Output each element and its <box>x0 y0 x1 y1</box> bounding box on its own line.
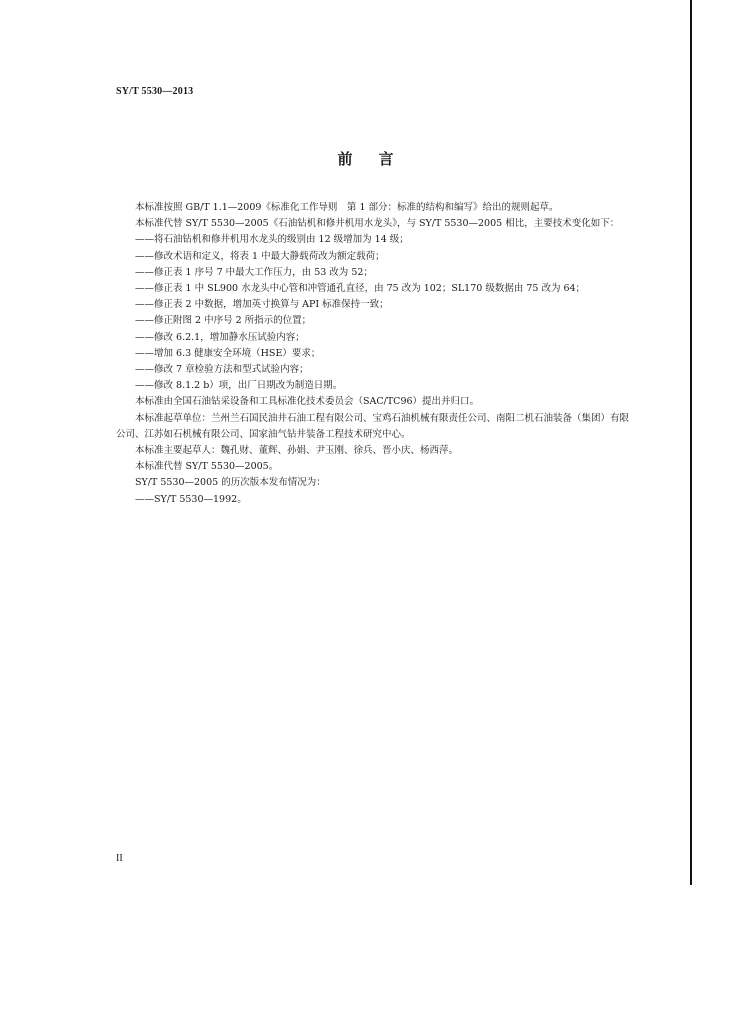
foreword-body <box>116 200 631 508</box>
change-item: ——修正表 1 中 SL900 水龙头中心管和冲管通孔直径，由 75 改为 102；SL170 级数据由 75 改为 64； <box>135 283 586 295</box>
history-item: ——SY/T 5530—1992。 <box>135 493 247 505</box>
change-item: ——修正附图 2 中序号 2 所指示的位置； <box>135 315 312 327</box>
page-number: II <box>116 853 123 864</box>
paragraph-replacement-intro: 本标准代替 SY/T 5530—2005《石油钻机和修井机用水龙头》，与 SY/T 5530—2005 相比，主要技术变化如下： <box>135 218 620 230</box>
change-item: ——将石油钻机和修井机用水龙头的级别由 12 级增加为 14 级； <box>135 234 409 246</box>
paragraph-drafters: 本标准主要起草人：魏孔财、董辉、孙娟、尹玉刚、徐兵、晋小庆、杨西萍。 <box>135 445 459 457</box>
change-item: ——修改术语和定义，将表 1 中最大静载荷改为额定载荷； <box>135 250 385 262</box>
change-item: ——修正表 2 中数据，增加英寸换算与 API 标准保持一致； <box>135 299 389 311</box>
change-item: ——修改 7 章检验方法和型式试验内容； <box>135 364 309 376</box>
paragraph-proposer: 本标准由全国石油钻采设备和工具标准化技术委员会（SAC/TC96）提出并归口。 <box>135 396 480 408</box>
paragraph-supersedes: 本标准代替 SY/T 5530—2005。 <box>135 461 279 473</box>
paragraph-history-intro: SY/T 5530—2005 的历次版本发布情况为： <box>135 477 326 489</box>
paragraph-drafting-rules: 本标准按照 GB/T 1.1—2009《标准化工作导则 第 1 部分：标准的结构和编写》给出的规则起草。 <box>135 202 559 213</box>
page-edge-rule <box>690 0 692 885</box>
page-title: 前言 <box>337 150 420 168</box>
paragraph-drafting-units: 本标准起草单位：兰州兰石国民油井石油工程有限公司、宝鸡石油机械有限责任公司、南阳二机石油装备（集团）有限公司、江苏如石机械有限公司、国家油气钻井装备工程技术研究中心。 <box>116 412 630 440</box>
change-item: ——修正表 1 序号 7 中最大工作压力，由 53 改为 52； <box>135 266 373 278</box>
standard-code-header: SY/T 5530—2013 <box>116 86 194 97</box>
change-item: ——修改 8.1.2 b）项，出厂日期改为制造日期。 <box>135 380 343 392</box>
change-item: ——增加 6.3 健康安全环境（HSE）要求； <box>135 347 321 359</box>
change-item: ——修改 6.2.1，增加静水压试验内容； <box>135 331 305 343</box>
